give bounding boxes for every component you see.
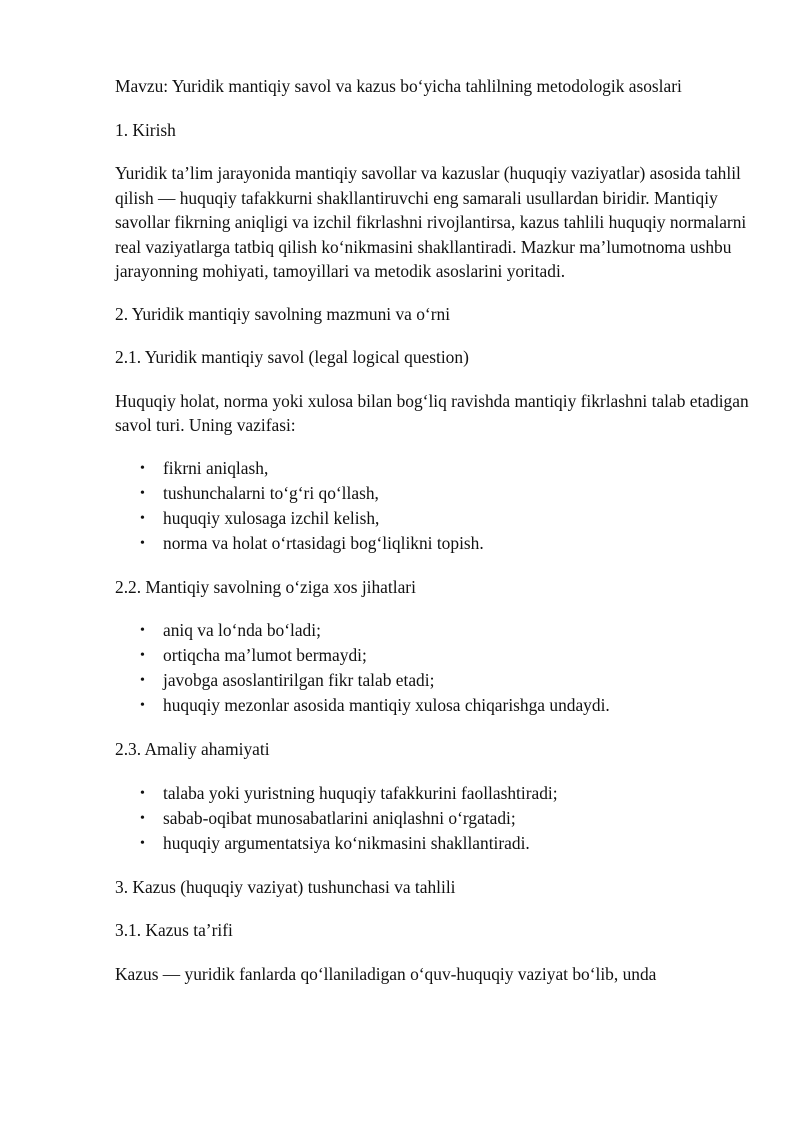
case-definition-paragraph: Kazus — yuridik fanlarda qo‘llaniladigan o‘quv-huquqiy vaziyat bo‘lib, unda <box>115 963 657 984</box>
bullet-icon: • <box>140 698 145 713</box>
functions-list <box>115 456 755 556</box>
document-page <box>115 74 755 1004</box>
practical-importance-list <box>115 781 755 856</box>
bullet-icon: • <box>140 648 145 663</box>
subsection-heading-2-1: 2.1. Yuridik mantiqiy savol (legal logical question) <box>115 347 469 367</box>
list-item: • javobga asoslantirilgan fikr talab etadi; <box>115 668 755 693</box>
bullet-icon: • <box>140 510 145 526</box>
list-item: • talaba yoki yuristning huquqiy tafakkurini faollashtiradi; <box>115 781 755 806</box>
bullet-icon: • <box>140 535 145 551</box>
list-item: • tushunchalarni to‘g‘ri qo‘llash, <box>115 481 755 506</box>
subsection-heading-2-2: 2.2. Mantiqiy savolning o‘ziga xos jihatlari <box>115 576 416 597</box>
definition-paragraph: Huquqiy holat, norma yoki xulosa bilan bog‘liq ravishda mantiqiy fikrlashni talab etadigan savol turi. Uning vazifasi: <box>115 390 749 435</box>
bullet-icon: • <box>140 785 145 801</box>
section-heading-legal-logical-question: 2. Yuridik mantiqiy savolning mazmuni va o‘rni <box>115 303 451 324</box>
document-title: Mavzu: Yuridik mantiqiy savol va kazus bo‘yicha tahlilning metodologik asoslari <box>115 76 682 96</box>
section-heading-case: 3. Kazus (huquqiy vaziyat) tushunchasi va tahlili <box>115 876 456 897</box>
list-item: • aniq va lo‘nda bo‘ladi; <box>115 618 755 643</box>
subsection-heading-3-1: 3.1. Kazus ta’rifi <box>115 920 233 940</box>
features-list <box>115 618 755 718</box>
list-item: • norma va holat o‘rtasidagi bog‘liqlikni topish. <box>115 531 755 556</box>
bullet-icon: • <box>140 673 145 688</box>
bullet-icon: • <box>140 460 145 476</box>
bullet-icon: • <box>140 810 145 826</box>
subsection-heading-2-3: 2.3. Amaliy ahamiyati <box>115 739 270 759</box>
list-item: • ortiqcha ma’lumot bermaydi; <box>115 643 755 668</box>
list-item: • huquqiy xulosaga izchil kelish, <box>115 506 755 531</box>
list-item: • huquqiy mezonlar asosida mantiqiy xulosa chiqarishga undaydi. <box>115 693 755 718</box>
bullet-icon: • <box>140 485 145 501</box>
bullet-icon: • <box>140 835 145 851</box>
bullet-icon: • <box>140 623 145 638</box>
list-item: • fikrni aniqlash, <box>115 456 755 481</box>
section-heading-introduction: 1. Kirish <box>115 119 176 140</box>
introduction-paragraph: Yuridik ta’lim jarayonida mantiqiy savollar va kazuslar (huquqiy vaziyatlar) asosida tahlil qilish — huquqiy tafakkurni shakllantiruvchi eng samarali usullardan biridir. Mantiqiy savollar fikrning aniqligi va izchil fikrlashni rivojlantirsa, kazus tahlili huquqiy normalarni real vaziyatlarga tatbiq qilish ko‘nikmasini shakllantiradi. Mazkur ma’lumotnoma ushbu jarayonning mohiyati, tamoyillari va metodik asoslarini yoritadi. <box>115 163 747 281</box>
list-item: • sabab-oqibat munosabatlarini aniqlashni o‘rgatadi; <box>115 806 755 831</box>
list-item: • huquqiy argumentatsiya ko‘nikmasini shakllantiradi. <box>115 831 755 856</box>
